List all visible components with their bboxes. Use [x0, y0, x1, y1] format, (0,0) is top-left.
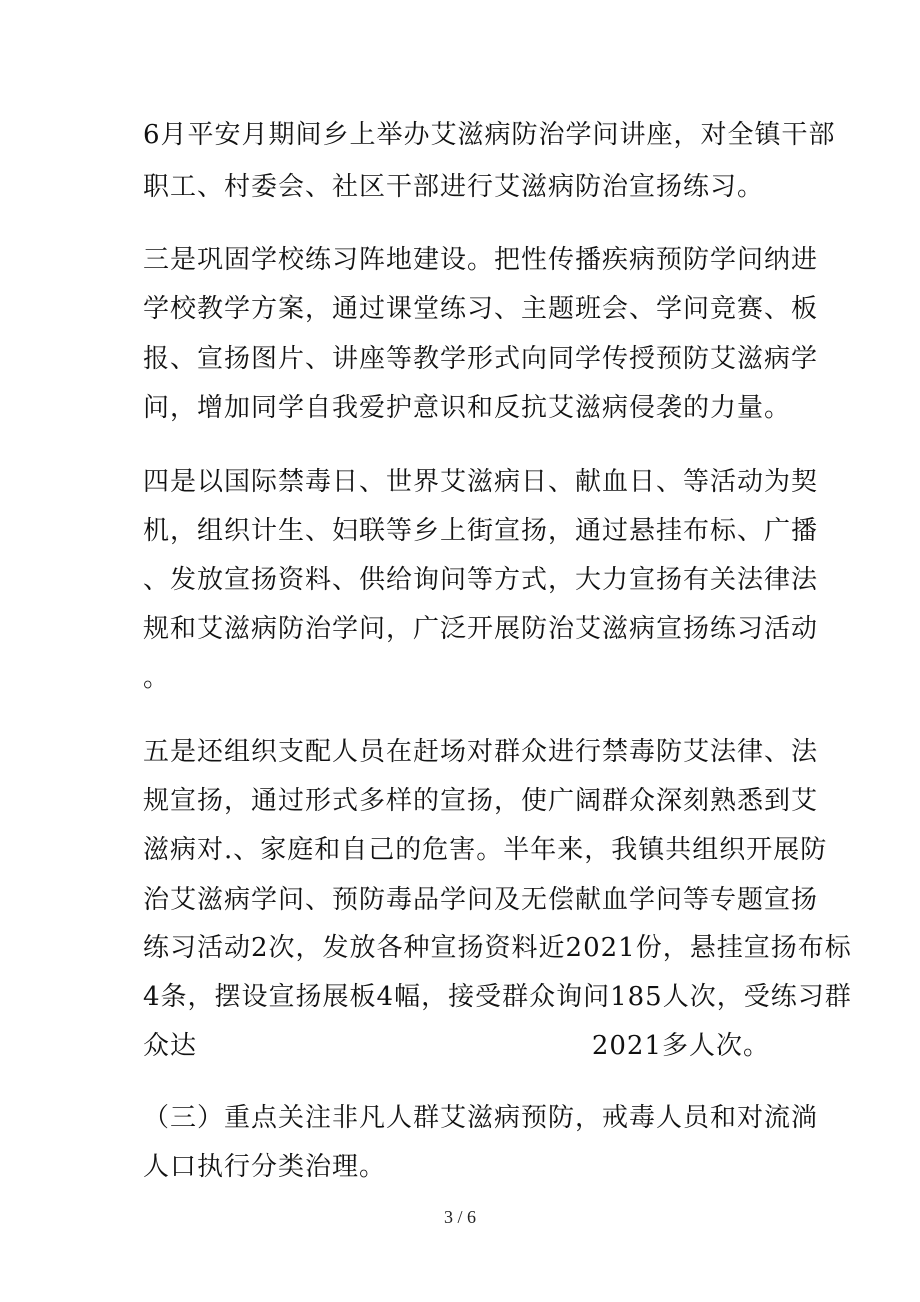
paragraph-4-line-1: 五是还组织支配人员在赶场对群众进行禁毒防艾法律、法	[143, 737, 819, 767]
page-number: 3 / 6	[443, 1207, 476, 1227]
paragraph-4-line-5: 练习活动2次，发放各种宣扬资料近2021份，悬挂宣扬布标	[143, 933, 852, 963]
paragraph-3-line-1: 四是以国际禁毒日、世界艾滋病日、献血日、等活动为契	[143, 467, 819, 497]
paragraph-1-line-1: 6月平安月期间乡上举办艾滋病防治学问讲座，对全镇干部	[143, 120, 836, 150]
paragraph-4-line-4: 治艾滋病学问、预防毒品学问及无偿献血学问等专题宣扬	[143, 885, 819, 915]
paragraph-4-line-6: 4条，摆设宣扬展板4幅，接受群众询问185人次，受练习群	[143, 982, 852, 1012]
paragraph-2-line-4: 问，增加同学自我爱护意识和反抗艾滋病侵袭的力量。	[143, 393, 792, 423]
paragraph-1-line-2: 职工、村委会、社区干部进行艾滋病防治宣扬练习。	[143, 172, 765, 202]
paragraph-4-last-right: 2021多人次。	[591, 1031, 770, 1061]
paragraph-4-line-7	[143, 1031, 770, 1061]
paragraph-5-line-1: （三）重点关注非凡人群艾滋病预防，戒毒人员和对流淌	[143, 1103, 819, 1133]
paragraph-5-line-2: 人口执行分类治理。	[143, 1152, 387, 1182]
paragraph-2-line-1: 三是巩固学校练习阵地建设。把性传播疾病预防学问纳进	[143, 245, 819, 275]
paragraph-2-line-2: 学校教学方案，通过课堂练习、主题班会、学问竞赛、板	[143, 294, 819, 324]
paragraph-3-line-5: 。	[143, 663, 171, 693]
paragraph-3-line-4: 规和艾滋病防治学问，广泛开展防治艾滋病宣扬练习活动	[143, 614, 819, 644]
paragraph-4-last-left: 众达	[143, 1031, 198, 1061]
paragraph-4-line-2: 规宣扬，通过形式多样的宣扬，使广阔群众深刻熟悉到艾	[143, 786, 819, 816]
paragraph-3-line-3: 、发放宣扬资料、供给询问等方式，大力宣扬有关法律法	[143, 565, 819, 595]
paragraph-2-line-3: 报、宣扬图片、讲座等教学形式向同学传授预防艾滋病学	[143, 344, 819, 374]
paragraph-4-line-3: 滋病对.、家庭和自己的危害。半年来，我镇共组织开展防	[143, 835, 828, 865]
paragraph-3-line-2: 机，组织计生、妇联等乡上街宣扬，通过悬挂布标、广播	[143, 516, 819, 546]
